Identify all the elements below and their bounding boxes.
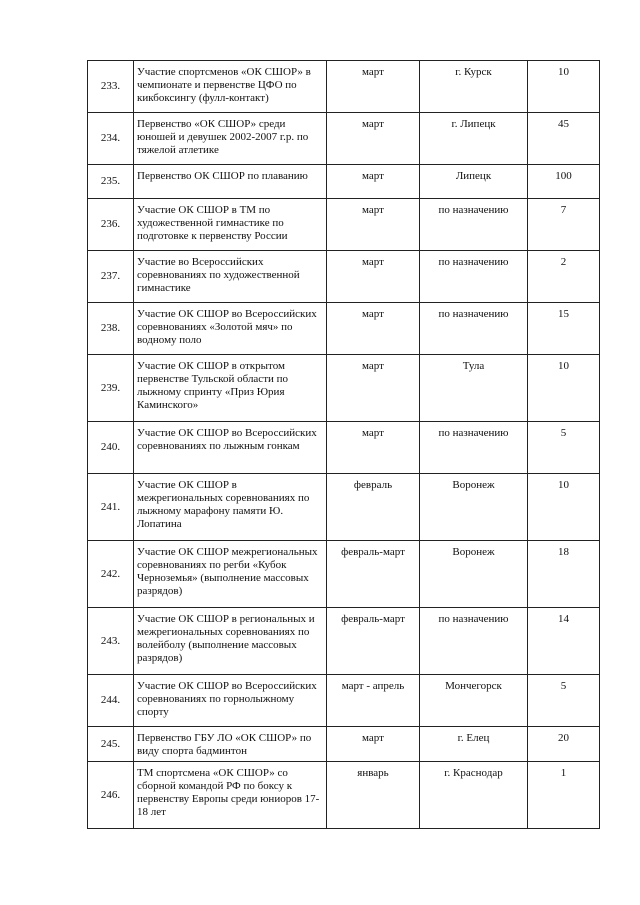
table-row <box>88 61 600 113</box>
event-name: Участие ОК СШОР межрегиональных соревнованиях по регби «Кубок Черноземья» (выполнение массовых разрядов) <box>134 541 327 608</box>
event-name: Участие ОК СШОР в региональных и межрегиональных соревнованиях по волейболу (выполнение массовых разрядов) <box>134 608 327 675</box>
table-row <box>88 199 600 251</box>
participant-count: 100 <box>528 165 600 199</box>
event-date: март <box>327 422 420 474</box>
participant-count: 45 <box>528 113 600 165</box>
event-date: март <box>327 303 420 355</box>
row-number: 239. <box>88 355 134 422</box>
event-name: Участие во Всероссийских соревнованиях по художественной гимнастике <box>134 251 327 303</box>
event-place: г. Липецк <box>420 113 528 165</box>
participant-count: 15 <box>528 303 600 355</box>
event-name: Первенство ГБУ ЛО «ОК СШОР» по виду спорта бадминтон <box>134 727 327 762</box>
table-row <box>88 608 600 675</box>
event-name: Участие ОК СШОР в межрегиональных соревнованиях по лыжному марафону памяти Ю. Лопатина <box>134 474 327 541</box>
event-date: март <box>327 113 420 165</box>
event-date: март <box>327 727 420 762</box>
event-name: Первенство ОК СШОР по плаванию <box>134 165 327 199</box>
event-date: январь <box>327 762 420 829</box>
participant-count: 5 <box>528 422 600 474</box>
table-row <box>88 762 600 829</box>
events-table-body <box>88 61 600 829</box>
event-date: март <box>327 251 420 303</box>
participant-count: 2 <box>528 251 600 303</box>
table-row <box>88 541 600 608</box>
table-row <box>88 113 600 165</box>
table-row <box>88 675 600 727</box>
row-number: 236. <box>88 199 134 251</box>
table-row <box>88 422 600 474</box>
event-name: Участие ОК СШОР во Всероссийских соревнованиях по горнолыжному спорту <box>134 675 327 727</box>
table-row <box>88 251 600 303</box>
table-row <box>88 727 600 762</box>
participant-count: 20 <box>528 727 600 762</box>
row-number: 245. <box>88 727 134 762</box>
row-number: 234. <box>88 113 134 165</box>
event-name: Участие ОК СШОР в ТМ по художественной гимнастике по подготовке к первенству России <box>134 199 327 251</box>
event-date: февраль-март <box>327 608 420 675</box>
row-number: 235. <box>88 165 134 199</box>
event-place: Воронеж <box>420 474 528 541</box>
participant-count: 7 <box>528 199 600 251</box>
event-name: Участие ОК СШОР во Всероссийских соревнованиях «Золотой мяч» по водному поло <box>134 303 327 355</box>
row-number: 240. <box>88 422 134 474</box>
participant-count: 10 <box>528 474 600 541</box>
event-date: февраль <box>327 474 420 541</box>
event-name: Участие ОК СШОР в открытом первенстве Тульской области по лыжному спринту «Приз Юрия Каминского» <box>134 355 327 422</box>
row-number: 243. <box>88 608 134 675</box>
event-place: Воронеж <box>420 541 528 608</box>
event-place: по назначению <box>420 608 528 675</box>
event-place: Липецк <box>420 165 528 199</box>
event-place: г. Курск <box>420 61 528 113</box>
event-date: март - апрель <box>327 675 420 727</box>
event-place: г. Елец <box>420 727 528 762</box>
event-date: март <box>327 165 420 199</box>
participant-count: 14 <box>528 608 600 675</box>
table-row <box>88 165 600 199</box>
row-number: 241. <box>88 474 134 541</box>
row-number: 238. <box>88 303 134 355</box>
event-name: Участие ОК СШОР во Всероссийских соревнованиях по лыжным гонкам <box>134 422 327 474</box>
event-place: по назначению <box>420 303 528 355</box>
event-place: Тула <box>420 355 528 422</box>
event-date: март <box>327 355 420 422</box>
row-number: 246. <box>88 762 134 829</box>
participant-count: 5 <box>528 675 600 727</box>
event-place: по назначению <box>420 251 528 303</box>
event-name: Первенство «ОК СШОР» среди юношей и девушек 2002-2007 г.р. по тяжелой атлетике <box>134 113 327 165</box>
event-name: ТМ спортсмена «ОК СШОР» со сборной командой РФ по боксу к первенству Европы среди юниоров 17-18 лет <box>134 762 327 829</box>
events-table <box>87 60 600 829</box>
row-number: 244. <box>88 675 134 727</box>
event-place: г. Краснодар <box>420 762 528 829</box>
event-date: февраль-март <box>327 541 420 608</box>
event-place: по назначению <box>420 199 528 251</box>
event-place: по назначению <box>420 422 528 474</box>
table-row <box>88 355 600 422</box>
row-number: 237. <box>88 251 134 303</box>
event-place: Мончегорск <box>420 675 528 727</box>
table-row <box>88 474 600 541</box>
row-number: 233. <box>88 61 134 113</box>
participant-count: 1 <box>528 762 600 829</box>
event-name: Участие спортсменов «ОК СШОР» в чемпионате и первенстве ЦФО по кикбоксингу (фулл-контакт) <box>134 61 327 113</box>
event-date: март <box>327 199 420 251</box>
row-number: 242. <box>88 541 134 608</box>
participant-count: 18 <box>528 541 600 608</box>
participant-count: 10 <box>528 355 600 422</box>
table-row <box>88 303 600 355</box>
event-date: март <box>327 61 420 113</box>
participant-count: 10 <box>528 61 600 113</box>
